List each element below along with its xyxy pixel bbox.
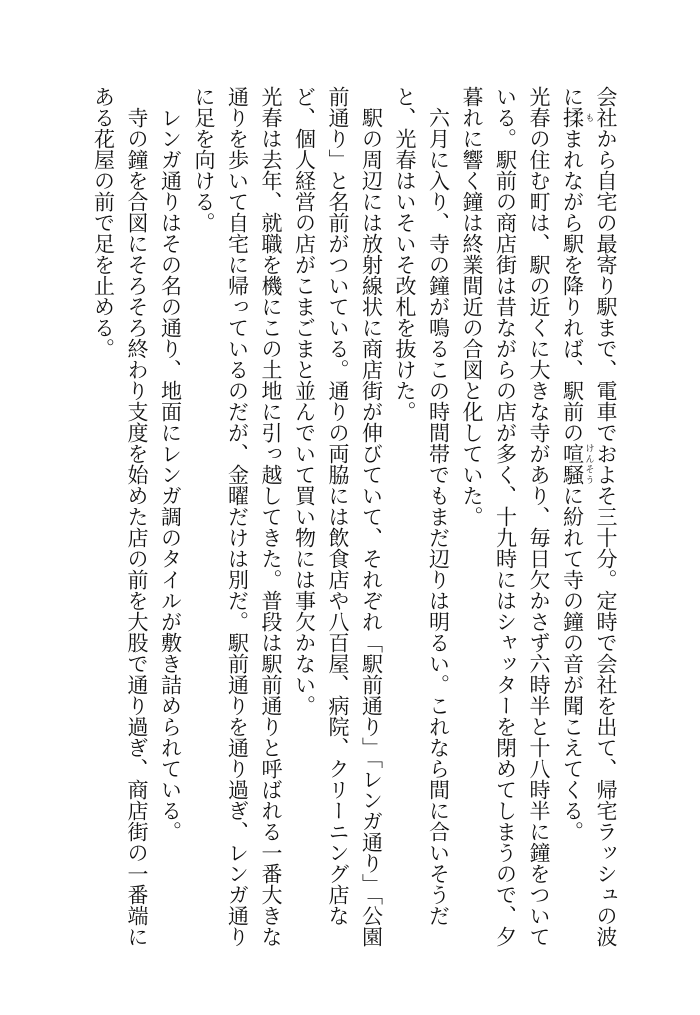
ruby-annotation: [560, 107, 594, 128]
text-segment: まれながら駅を降りれば、駅前の: [560, 128, 585, 443]
paragraph: [153, 86, 187, 966]
ruby-base: 喧騒: [560, 443, 585, 485]
paragraph: [388, 86, 455, 966]
text-segment: に紛れて寺の鐘の音が聞こえてくる。: [560, 485, 585, 842]
paragraph: [455, 86, 556, 966]
ruby-reading: も: [583, 107, 594, 128]
ruby-base: 揉: [560, 107, 585, 128]
paragraph: [287, 86, 388, 966]
text-segment: 光春は去年、就職を機にこの土地に引っ越してきた。普段は駅前通りと呼ばれる一番大きな通りを歩いて自宅に帰っているのだが、金曜だけは別だ。駅前通りを通り過ぎ、レンガ通りに足を向ける。: [192, 86, 283, 947]
paragraph: [187, 86, 288, 966]
text-segment: 六月に入り、寺の鐘が鳴るこの時間帯でもまだ辺りは明るい。これなら間に合いそうだと、光春はいそいそ改札を抜けた。: [393, 86, 451, 926]
vertical-text-body: [86, 86, 622, 966]
paragraph: [86, 86, 153, 966]
text-segment: 寺の鐘を合図にそろそろ終わり支度を始めた店の前を大股で通り過ぎ、商店街の一番端にある花屋の前で足を止める。: [91, 86, 149, 947]
ruby-reading: けんそう: [583, 443, 594, 485]
text-segment: 光春の住む町は、駅の近くに大きな寺があり、毎日欠かさず六時半と十八時半に鐘をついている。駅前の商店街は昔ながらの店が多く、十九時にはシャッターを閉めてしまうので、夕暮れに響く鐘は終業間近の合図と化していた。: [460, 86, 551, 947]
text-segment: 会社から自宅の最寄り駅まで、電車でおよそ三十分。定時で会社を出て、帰宅ラッシュの波に: [560, 86, 618, 947]
paragraph: [555, 86, 622, 966]
ruby-annotation: [560, 443, 594, 485]
text-segment: レンガ通りはその名の通り、地面にレンガ調のタイルが敷き詰められている。: [158, 107, 183, 842]
text-segment: 駅の周辺には放射線状に商店街が伸びていて、それぞれ「駅前通り」「レンガ通り」「公園前通り」と名前がついている。通りの両脇には飲食店や八百屋、病院、クリーニング店など、個人経営の店がこまごまと並んでいて買い物には事欠かない。: [292, 86, 384, 947]
